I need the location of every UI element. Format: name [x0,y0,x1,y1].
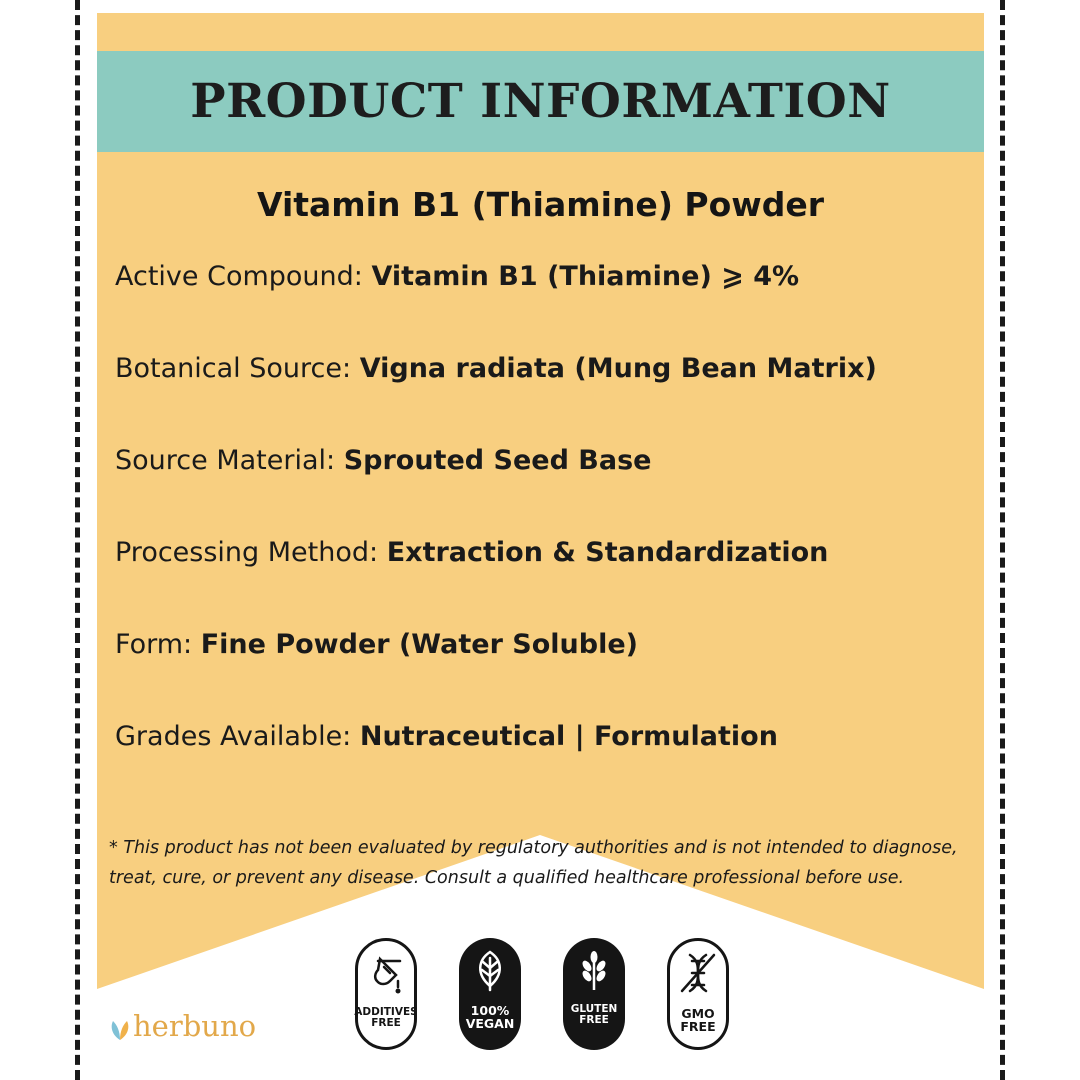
spec-processing-method [115,537,975,629]
badge-line2: VEGAN [465,1016,515,1031]
spec-value: Vigna radiata (Mung Bean Matrix) [359,353,877,384]
spec-label: Form: [115,629,201,660]
brand-logo [109,1009,256,1043]
spec-label: Source Material: [115,445,344,476]
product-name: Vitamin B1 (Thiamine) Powder [256,185,825,224]
spec-botanical-source [115,353,975,445]
info-panel [97,13,984,1080]
badge-row [355,938,729,1050]
page-title: PRODUCT INFORMATION [190,74,891,129]
spec-form [115,629,975,721]
leaf-icon [468,948,512,992]
spec-source-material [115,445,975,537]
spec-grades-available [115,721,975,813]
spec-label: Grades Available: [115,721,360,752]
additives-free-badge [355,938,417,1050]
right-dashed-border [1000,0,1005,1080]
wheat-icon [572,948,616,992]
disclaimer: * This product has not been evaluated by regulatory authorities and is not intended to diagnose, treat, cure, or prevent any disease. Consult a qualified healthcare professional before use. [109,838,958,888]
badge-text [466,1004,515,1030]
spec-label: Botanical Source: [115,353,360,384]
left-dashed-border [75,0,80,1080]
gmo-free-badge [667,938,729,1050]
spec-value: Nutraceutical | Formulation [359,721,778,752]
badge-line2: FREE [371,1017,401,1029]
spec-active-compound [115,261,975,353]
spec-label: Active Compound: [115,261,372,292]
vegan-badge [459,938,521,1050]
spec-value: Vitamin B1 (Thiamine) ⩾ 4% [371,261,800,292]
dna-crossed-icon [676,951,720,995]
spec-value: Fine Powder (Water Soluble) [200,629,638,660]
badge-text [680,1007,715,1033]
badge-text [571,1004,618,1026]
badge-line1: ADDITIVES [354,1006,418,1018]
gluten-free-badge [563,938,625,1050]
title-banner [97,51,984,152]
spec-value: Extraction & Standardization [386,537,829,568]
badge-line1: GLUTEN [570,1003,618,1015]
badge-line2: FREE [680,1019,716,1034]
spec-label: Processing Method: [115,537,387,568]
spec-list [115,261,975,813]
brand-leaf-icon [109,1011,131,1041]
spec-value: Sprouted Seed Base [343,445,652,476]
brand-name: herbuno [133,1009,257,1043]
badge-line2: FREE [579,1014,609,1026]
badge-line1: 100% [470,1003,510,1018]
test-tube-icon [364,951,408,995]
badge-line1: GMO [681,1006,715,1021]
badge-text [354,1007,417,1029]
